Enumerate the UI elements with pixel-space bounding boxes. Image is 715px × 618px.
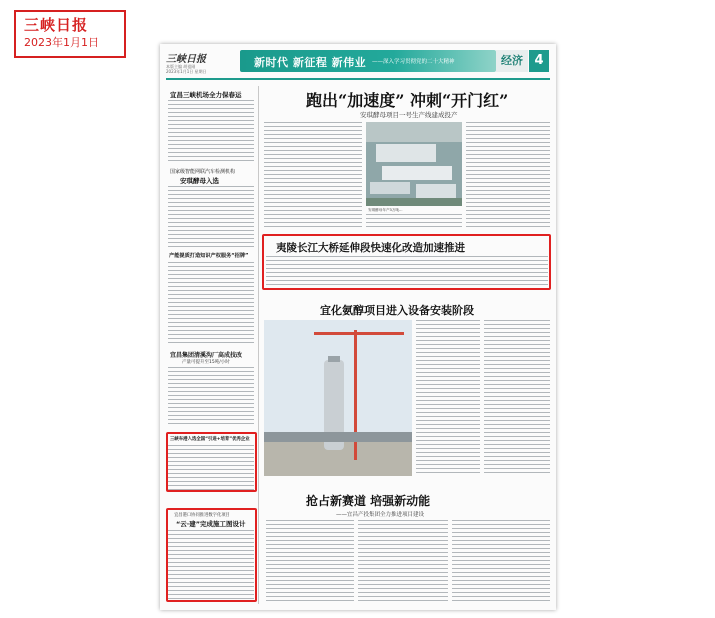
crane-installation-illustration [264,320,412,476]
highlight-story6 [166,508,257,602]
banner-slogan-sub: ——深入学习贯彻党的二十大精神 [372,59,455,65]
ammonia-title: 宜化氨醇项目进入设备安装阶段 [320,304,474,317]
story3-body [168,262,254,346]
story2-subtitle: 安琪酵母入选 [180,177,219,185]
story1-title: 宜昌三峡机场全力保春运 [170,91,242,99]
story2-title: 国家级智能网联汽车检测机构 [170,169,236,175]
masthead-rule [166,78,550,80]
story1-body [168,100,254,164]
lead-photo-caption: 安琪酵母年产3万吨... [368,208,403,212]
ammonia-body-mid [416,320,480,476]
lead-body-right [466,122,550,230]
meta-editor: 本版主编 胡祖刚 [166,64,196,69]
story5-title: 三峡车港入选全国“引进+培育”优秀企业 [170,437,250,442]
bottom-body-2 [358,520,448,602]
masthead [160,44,556,82]
page-number: 4 [529,50,549,72]
stamp-date: 2023年1月1日 [24,36,99,49]
story2-body [168,186,254,248]
lead-subtitle: 安琪酵母项目一号生产线建成投产 [360,111,458,119]
ammonia-body-right [484,320,550,476]
story3-title: 产能提质打造知识产权服务“招牌” [169,253,249,259]
stamp-paper-name: 三峡日报 [24,16,89,34]
bottom-body-1 [266,520,354,602]
factory-aerial-illustration [366,122,462,206]
meta-date: 2023年1月1日 星期日 [166,69,207,74]
lead-title: 跑出“加速度” 冲刺“开门红” [306,91,509,110]
ammonia-photo [264,320,412,476]
story4-body [168,367,254,425]
highlight-bridge [262,234,551,290]
bottom-body-3 [452,520,550,602]
banner-slogan: 新时代 新征程 新伟业 [254,56,367,69]
section-label: 经济 [496,50,528,72]
column-divider [258,86,259,604]
story4-subtitle: 产量可提升至15吨/小时 [182,360,230,365]
bottom-title: 抢占新赛道 培强新动能 [306,494,431,508]
masthead-logo: 三峡日报 [166,54,206,65]
lead-body-mid [366,214,462,230]
story6-title: “云·建”完成施工图设计 [176,520,246,528]
lead-photo [366,122,462,206]
lead-body-left [264,122,362,230]
bottom-subtitle: ——宜昌产投集团全力推进项目建设 [336,512,425,518]
masthead-meta [166,64,207,74]
newspaper-page [160,44,556,610]
story4-title: 宜昌集团清溪沟厂高成技改 [170,352,243,359]
highlight-story5 [166,432,257,492]
story6-kicker: 宜昌港口协同推进数字化项目 [174,513,230,518]
date-stamp [14,10,126,58]
bridge-title: 夷陵长江大桥延伸段快速化改造加速推进 [276,242,465,254]
